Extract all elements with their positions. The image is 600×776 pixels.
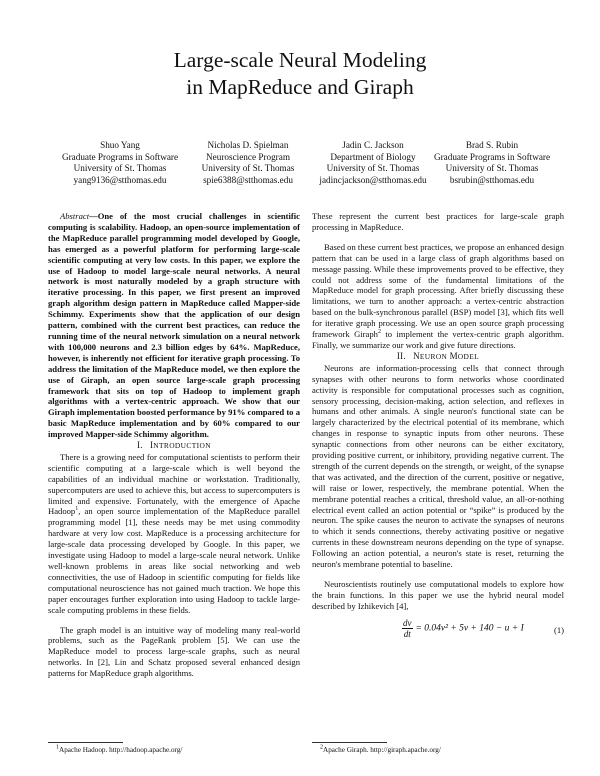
intro-paragraph-2: The graph model is an intuitive way of modeling many real-world problems, such as the PageRank problem [5]. We can use the MapReduce model to process large-scale graphs, such as neural networks. In [2], Lin and Schatz proposed several enhanced design patterns for MapReduce graph algorithms. [48, 624, 300, 679]
author-email: yang9136@stthomas.edu [73, 174, 167, 185]
author-affiliation: Neuroscience Program [206, 151, 290, 162]
author-email: bsrubin@stthomas.edu [449, 174, 535, 185]
author-institution: University of St. Thomas [445, 163, 539, 174]
author-institution: University of St. Thomas [73, 163, 167, 174]
equation-1 [312, 616, 564, 646]
abstract-text: —One of the most crucial challenges in scientific computing is scalability. Hadoop, an open-source implementation of the MapReduce parallel programming model developed by Google, has emerged as a powerful platform for performing large-scale scientific computing at very low costs. In this paper, we explore the use of Hadoop to model large-scale neural networks. A neural network is most naturally modeled by a graph structure with iterative processing. In this paper, we first present an improved graph algorithm design pattern in MapReduce called Mapper-side Schimmy. Experiments show that the application of our design pattern, combined with the current best practices, can reduce the running time of the neural network simulation on a neural network with 100,000 neurons and 2.3 billion edges by 64%. MapReduce, however, is inherently not efficient for iterative graph processing. To address the limitation of the MapReduce model, we then explore the use of Giraph, an open source large-scale graph processing framework that sits on top of Hadoop to implement graph algorithms with a vertex-centric approach. We show that our Giraph implementation boosted performance by 91% compared to a basic MapReduce implementation and by 60% compared to our improved Mapper-side Schimmy algorithm. [48, 211, 300, 440]
title-line-2: in MapReduce and Giraph [186, 75, 414, 99]
footnote-rule [312, 742, 387, 743]
author-block-2 [182, 140, 314, 186]
neuron-paragraph-1: Neurons are information-processing cells that connect through synapses with other neurons to form networks whose coordinated activity is responsible for computational processes such as cognition, sensory processing, decision-making, action selection, and reflexes in humans and other animals. A single neuron's functional state can be largely characterized by the electrical potential of its membrane, which changes in response to synaptic inputs from other neurons. These synaptic connections from other neurons can be either excitatory, providing positive current, or inhibitory, providing negative current. The strength of the current depends on the strength, or weight, of the synapse that was activated, and the direction of the current, positive or negative, will raise or lower, respectively, the membrane potential. When the membrane potential reaches a critical, threshold value, an all-or-nothing electrical event called an action potential or “spike” is produced by the neuron. The spike causes the neuron to activate the synapses of neurons to which it sends connections, thereby activating positive or negative currents in these downstream neurons depending on the type of synapse. Following an action potential, a neuron's state is reset, returning the neuron's membrane potential to baseline. [312, 362, 564, 570]
author-name: Jadin C. Jackson [342, 140, 404, 150]
equation-number: (1) [553, 624, 564, 635]
author-block-4 [420, 140, 564, 186]
intro-paragraph-1: There is a growing need for computational scientists to perform their scientific computing at a large-scale which is well beyond the capabilities of an individual machine or workstation. Traditionally, supercomputers are used to achieve this, but access to supercomputers is limited and expensive. Fortunately, with the emergence of Apache Hadoop$^1$, an open source implementation of the MapReduce parallel programming model [1], these needs may be met using commodity hardware at very low cost. MapReduce is a processing architecture for large-scale data processing developed by Google. In this paper, we investigate using Hadoop to model a large-scale neural network. Unlike well-known problems in areas like social networking and web connectivities, the use of Hadoop in scientific computing for fields like computational neuroscience has not gained much traction. We hope this paper encourages further exploration into using Hadoop to tackle large-scale computing problems in these fields. [48, 451, 300, 615]
left-column [48, 211, 300, 679]
author-block-1 [50, 140, 190, 186]
author-name: Shuo Yang [100, 140, 140, 150]
section-heading-introduction: I. INTRODUCTION [137, 440, 211, 451]
equation-rhs: = 0.04v² + 5v + 140 − u + I [415, 623, 524, 634]
abstract [48, 211, 300, 440]
right-paragraph-2: Based on these current best practices, we propose an enhanced design pattern that can be used in a large class of graph algorithms based on message passing. While these improvements proved to be effective, they could not address some of the fundamental limitations of the MapReduce model for graph processing. After briefly discussing these limitations, we turn to another approach: a vertex-centric abstraction based on the bulk-synchronous parallel (BSP) model [3], which fits well for iterative graph processing. We use an open source graph processing framework Giraph$^2$ to implement the vertex-centric graph algorithm. Finally, we summarize our work and give future directions. [312, 241, 565, 350]
section-heading-neuron-model: II. NEURON MODEL [396, 350, 480, 361]
right-paragraph-1: These represent the current best practices for large-scale graph processing in MapReduce. [312, 211, 564, 232]
paper-title [0, 47, 600, 101]
footnote-rule [48, 742, 123, 743]
author-institution: University of St. Thomas [326, 163, 420, 174]
author-email: spie6388@stthomas.edu [203, 174, 293, 185]
author-email: jadincjackson@stthomas.edu [319, 174, 427, 185]
author-institution: University of St. Thomas [201, 163, 295, 174]
right-column [312, 211, 564, 646]
author-name: Nicholas D. Spielman [207, 140, 289, 150]
author-name: Brad S. Rubin [465, 140, 519, 150]
abstract-label: Abstract [60, 211, 90, 221]
author-affiliation: Graduate Programs in Software [61, 151, 179, 162]
derivative-fraction: $\frac{dv}{dt}$ [403, 617, 412, 639]
author-affiliation: Graduate Programs in Software [433, 151, 551, 162]
footnote-1: $^1$Apache Hadoop. http://hadoop.apache.org/ [56, 744, 183, 754]
author-affiliation: Department of Biology [330, 151, 416, 162]
footnote-marker: 2 [377, 329, 381, 336]
footnote-2: $^2$Apache Giraph. http://giraph.apache.org/ [320, 744, 441, 754]
title-line-1: Large-scale Neural Modeling [173, 48, 427, 72]
footnote-marker: 1 [75, 506, 79, 513]
neuron-paragraph-2: Neuroscientists routinely use computational models to explore how the brain functions. In this paper we use the hybrid neural model described by Izhikevich [4], [312, 579, 564, 611]
